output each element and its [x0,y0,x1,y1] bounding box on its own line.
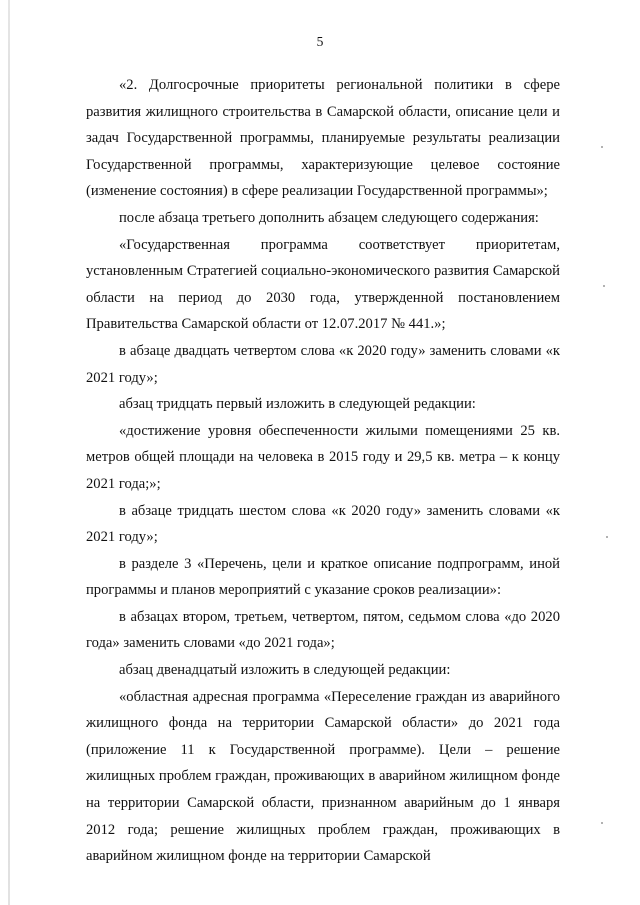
page-number: 5 [316,34,324,49]
scan-speck [603,285,605,287]
paragraph-housing-level: «достижение уровня обеспеченности жилыми помещениями 25 кв. метров общей площади на человека в 2015 году и 29,5 кв. метра – к концу 2021 года;»; [86,422,560,492]
paragraph-section-2-title: «2. Долгосрочные приоритеты региональной политики в сфере развития жилищного строительства в Самарской области, описание цели и задач Государственной программы, планируемые результаты реализации Государственной программы, характеризующие целевое состояние (изменение состояния) в сфере реализации Государственной программы»; [86,77,560,200]
paragraph-36-replace: в абзаце тридцать шестом слова «к 2020 году» заменить словами «к 2021 году»; [86,502,560,546]
paragraph-12-intro: абзац двенадцатый изложить в следующей редакции: [119,662,451,679]
scan-edge-shadow [8,0,10,905]
paragraph-section-3: в разделе 3 «Перечень, цели и краткое описание подпрограмм, иной программы и планов мероприятий с указание сроков реализации»: [86,555,560,599]
paragraph-insert-after-third: после абзаца третьего дополнить абзацем следующего содержания: [119,209,539,226]
document-body [86,72,560,870]
paragraph-24-replace: в абзаце двадцать четвертом слова «к 2020 году» заменить словами «к 2021 году»; [86,342,560,386]
scan-speck [606,536,608,538]
scan-speck [601,146,603,148]
scan-speck [601,822,603,824]
paragraph-31-intro: абзац тридцать первый изложить в следующей редакции: [119,396,476,413]
paragraph-program-priorities: «Государственная программа соответствует приоритетам, установленным Стратегией социально-экономического развития Самарской области на период до 2030 года, утвержденной постановлением Правительства Самарской области от 12.07.2017 № 441.»; [86,236,560,333]
paragraph-multi-replace: в абзацах втором, третьем, четвертом, пятом, седьмом слова «до 2020 года» заменить словами «до 2021 года»; [86,608,560,652]
paragraph-resettlement-program: «областная адресная программа «Переселение граждан из аварийного жилищного фонда на территории Самарской области» до 2021 года (приложение 11 к Государственной программе). Цели – решение жилищных проблем граждан, проживающих в аварийном жилищном фонде на территории Самарской области, признанном аварийным до 1 января 2012 года; решение жилищных проблем граждан, проживающих в аварийном жилищном фонде на территории Самарской [86,688,560,865]
